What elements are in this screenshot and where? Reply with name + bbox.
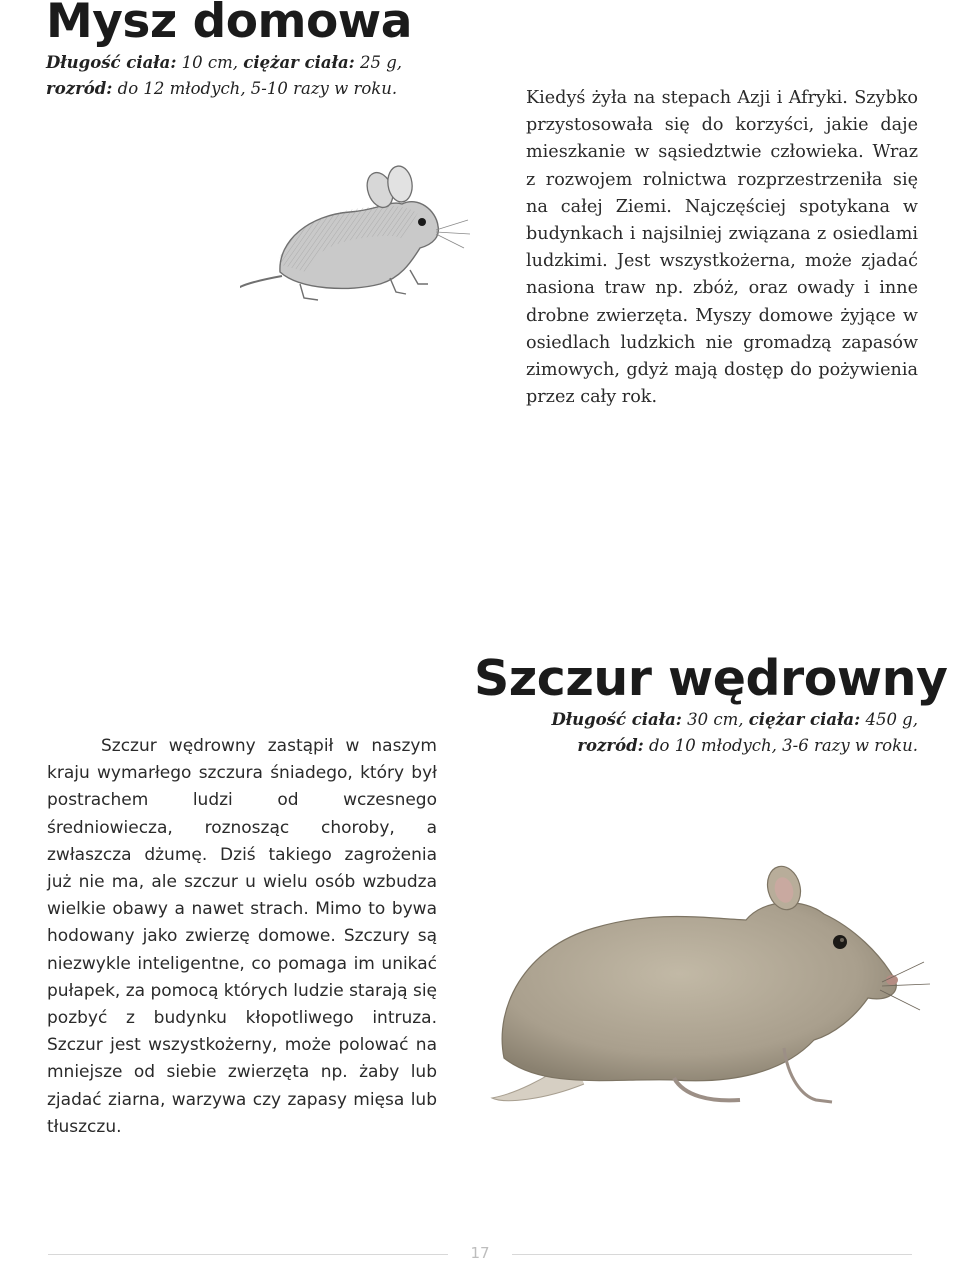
rat-breeding-value: do 10 młodych, 3-6 razy w roku. — [643, 736, 918, 755]
rat-stats — [551, 707, 918, 759]
mouse-length-label: Długość ciała: — [46, 53, 177, 72]
rat-stats-row-2 — [551, 733, 918, 759]
rat-length-value: 30 cm, — [681, 710, 744, 729]
rat-length-label: Długość ciała: — [551, 710, 682, 729]
mouse-stats-row-2 — [46, 76, 402, 102]
mouse-weight-label: ciężar ciała: — [243, 53, 355, 72]
rat-weight-label: ciężar ciała: — [748, 710, 861, 729]
mouse-breeding-label: rozród: — [46, 79, 113, 98]
rat-nose — [886, 975, 898, 985]
rat-stats-row-1 — [551, 707, 918, 733]
house-mouse-drawing — [240, 160, 480, 320]
rat-body — [502, 903, 896, 1081]
mouse-title: Mysz domowa — [46, 0, 412, 49]
mouse-stats-row-1 — [46, 50, 402, 76]
rat-title: Szczur wędrowny — [474, 650, 948, 707]
brown-rat-painting — [484, 858, 934, 1140]
mouse-length-value: 10 cm, — [176, 53, 239, 72]
mouse-stats — [46, 50, 402, 102]
mouse-eye — [418, 218, 426, 226]
rat-description — [47, 733, 437, 1141]
mouse-tail — [240, 276, 282, 288]
mouse-front-foot-2 — [410, 270, 428, 284]
mouse-breeding-value: do 12 młodych, 5-10 razy w roku. — [112, 79, 398, 98]
mouse-weight-value: 25 g, — [354, 53, 403, 72]
rat-breeding-label: rozród: — [577, 736, 644, 755]
page-number: 17 — [448, 1244, 512, 1262]
rat-hind-foot — [674, 1078, 740, 1100]
mouse-front-foot — [390, 278, 406, 294]
rat-weight-value: 450 g, — [860, 710, 918, 729]
rat-eye — [833, 935, 847, 949]
mouse-whiskers — [436, 220, 470, 248]
mouse-description: Kiedyś żyła na stepach Azji i Afryki. Szybko przystosowała się do korzyści, jakie daje mieszkanie w sąsiedztwie człowieka. Wraz z rozwojem rolnictwa rozprzestrzeniła się na całej Ziemi. Najczęściej spotykana w budynkach i najsilniej związana z osiedlami ludzkimi. Jest wszystkożerna, może zjadać nasiona traw np. zbóż, oraz owady i inne drobne zwierzęta. Myszy domowe żyjące w osiedlach ludzkich nie gromadzą zapasów zimowych, gdyż mają dostęp do pożywienia przez cały rok. — [526, 88, 918, 408]
rat-description-text: Szczur wędrowny zastąpił w naszym kraju wymarłego szczura śniadego, który był postrachem ludzi od wczesnego średniowiecza, roznosząc choroby, a zwłaszcza dżumę. Dziś takiego zagrożenia już nie ma, ale szczur u wielu osób wzbudza wielkie obawy a nawet strach. Mimo to bywa hodowany jako zwierzę domowe. Szczury są niezwykle inteligentne, co pomaga im unikać pułapek, za pomocą których ludzie starają się pozbyć z budynku kłopotliwego intruza. Szczur jest wszystkożerny, może polować na mniejsze od siebie zwierzęta np. żaby lub zjadać ziarna, warzywa czy zapasy mięsa lub tłuszczu. — [47, 736, 437, 1137]
